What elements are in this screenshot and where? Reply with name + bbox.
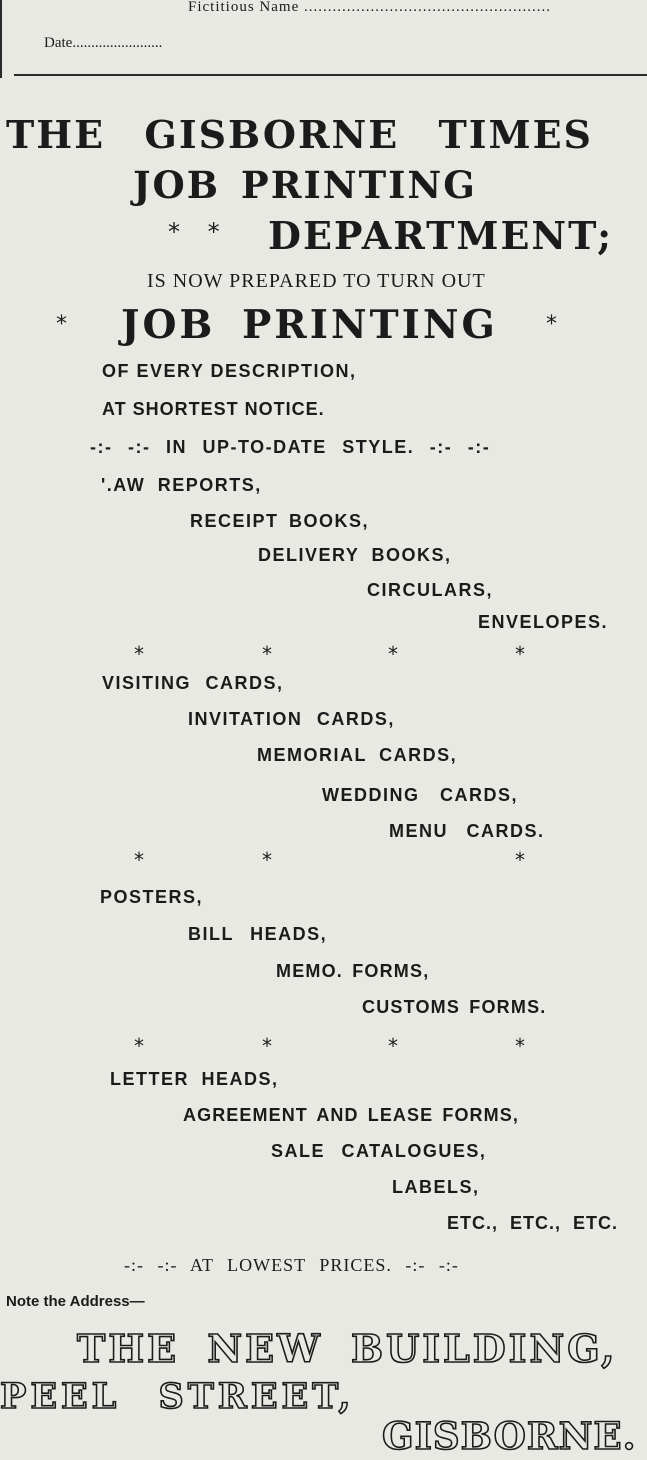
item-menu-cards: MENU CARDS.	[389, 821, 545, 841]
divider-rule	[14, 74, 647, 76]
intro-up-to-date-style: -:- -:- IN UP-TO-DATE STYLE. -:- -:-	[90, 437, 491, 457]
item-receipt-books: RECEIPT BOOKS,	[190, 511, 370, 531]
intro-every-description: OF EVERY DESCRIPTION,	[102, 361, 357, 381]
address-building: THE NEW BUILDING,	[77, 1326, 618, 1371]
address-label: Note the Address—	[6, 1293, 145, 1310]
separator-star: *	[388, 642, 398, 666]
fictitious-name-line: Fictitious Name ....................................................	[188, 0, 551, 15]
intro-shortest-notice: AT SHORTEST NOTICE.	[102, 399, 325, 419]
item-wedding-cards: WEDDING CARDS,	[322, 785, 518, 805]
item-visiting-cards: VISITING CARDS,	[102, 673, 284, 693]
headline-department: DEPARTMENT;	[268, 213, 614, 258]
separator-star: *	[134, 1034, 144, 1058]
separator-star: *	[515, 1034, 525, 1058]
headline-job-printing-2: JOB PRINTING	[121, 302, 498, 348]
item-customs-forms: CUSTOMS FORMS.	[362, 997, 547, 1017]
separator-star: *	[515, 642, 525, 666]
headline-stars: * *	[168, 218, 220, 246]
item-sale-catalogues: SALE CATALOGUES,	[271, 1141, 487, 1161]
item-memorial-cards: MEMORIAL CARDS,	[257, 745, 458, 765]
date-line: Date........................	[44, 35, 163, 51]
item-letter-heads: LETTER HEADS,	[110, 1069, 279, 1089]
address-street: PEEL STREET,	[0, 1376, 355, 1417]
left-border	[0, 0, 2, 78]
item-invitation-cards: INVITATION CARDS,	[188, 709, 395, 729]
address-town: GISBORNE.	[382, 1414, 637, 1458]
item-memo-forms: MEMO. FORMS,	[276, 961, 430, 981]
item-envelopes: ENVELOPES.	[478, 612, 609, 632]
item-etc: ETC., ETC., ETC.	[447, 1213, 619, 1233]
item-posters: POSTERS,	[100, 887, 204, 907]
headline-newspaper-name: THE GISBORNE TIMES	[6, 112, 593, 157]
separator-star: *	[388, 1034, 398, 1058]
separator-star: *	[262, 1034, 272, 1058]
item-law-reports: '.AW REPORTS,	[101, 475, 262, 495]
headline-job-printing: JOB PRINTING	[133, 163, 477, 207]
separator-star: *	[515, 848, 525, 872]
lowest-prices-line: -:- -:- AT LOWEST PRICES. -:- -:-	[124, 1255, 459, 1275]
item-agreement-lease-forms: AGREEMENT AND LEASE FORMS,	[183, 1105, 519, 1125]
item-circulars: CIRCULARS,	[367, 580, 493, 600]
separator-star: *	[134, 848, 144, 872]
item-labels: LABELS,	[392, 1177, 480, 1197]
separator-star: *	[134, 642, 144, 666]
item-bill-heads: BILL HEADS,	[188, 924, 328, 944]
star-right: *	[546, 312, 557, 337]
item-delivery-books: DELIVERY BOOKS,	[258, 545, 452, 565]
separator-star: *	[262, 848, 272, 872]
separator-star: *	[262, 642, 272, 666]
star-left: *	[56, 312, 67, 337]
subheadline-prepared: IS NOW PREPARED TO TURN OUT	[147, 270, 486, 292]
